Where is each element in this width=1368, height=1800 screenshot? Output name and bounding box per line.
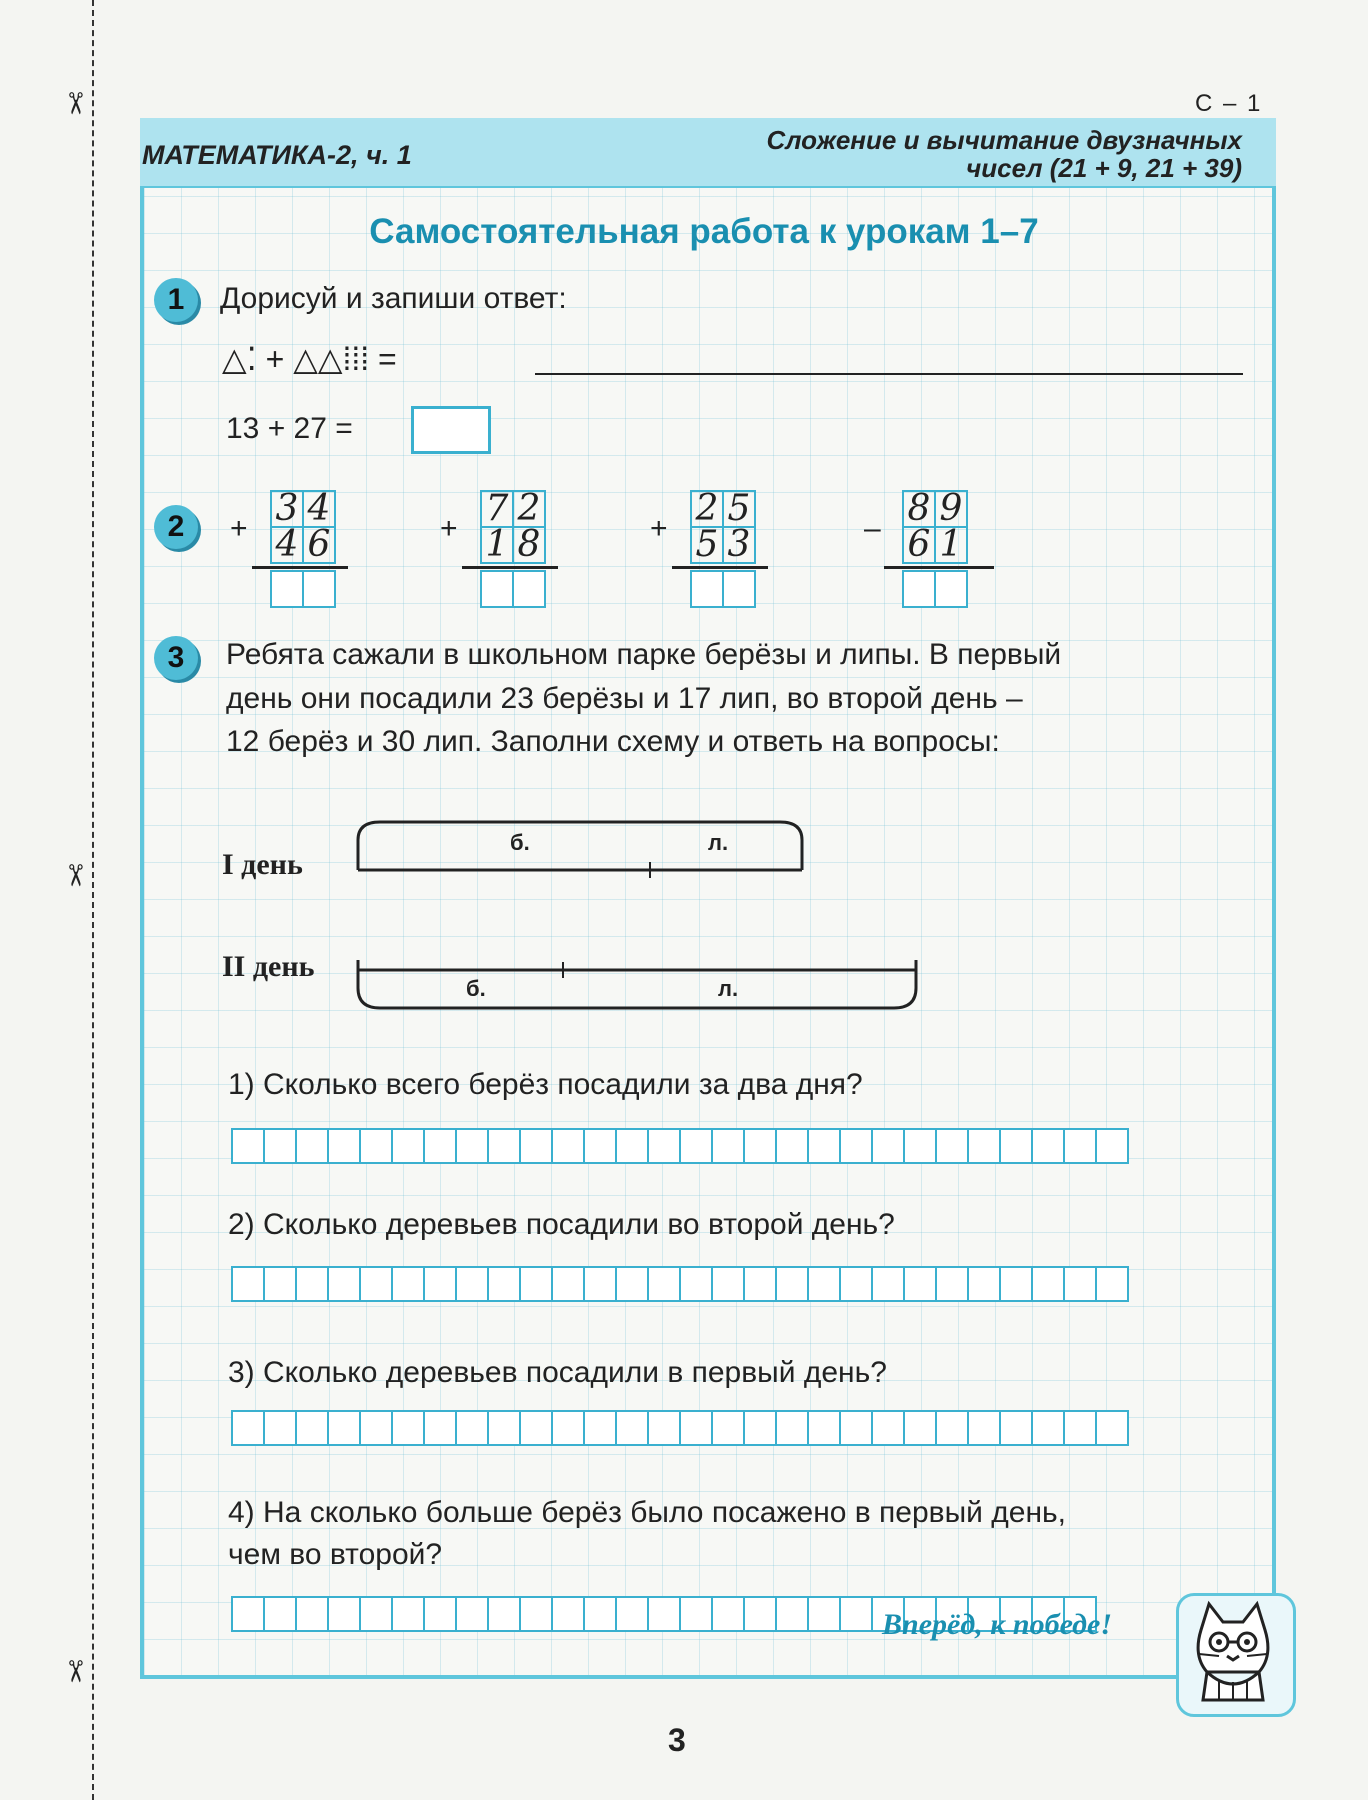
day1-brace bbox=[358, 822, 802, 870]
answer-cell[interactable] bbox=[480, 570, 514, 608]
digit-cell: 3 bbox=[270, 490, 304, 528]
answer-cells-3[interactable] bbox=[233, 1410, 1129, 1446]
footer-slogan: Вперёд, к победе! bbox=[882, 1608, 1113, 1641]
digit-cell: 8 bbox=[512, 526, 546, 564]
task1-instruction: Дорисуй и запиши ответ: bbox=[220, 282, 567, 315]
answer-cell[interactable] bbox=[722, 570, 756, 608]
task-number-2: 2 bbox=[154, 505, 198, 549]
answer-cells-1[interactable] bbox=[233, 1128, 1129, 1164]
task1-answer-line[interactable] bbox=[535, 373, 1243, 375]
digit-cell: 6 bbox=[302, 526, 336, 564]
digit-cell: 2 bbox=[512, 490, 546, 528]
answer-cell[interactable] bbox=[934, 570, 968, 608]
digit-cell: 1 bbox=[934, 526, 968, 564]
day1-birch-label: б. bbox=[510, 830, 530, 855]
task1-equation: 13 + 27 = bbox=[226, 412, 353, 445]
cut-line bbox=[92, 0, 94, 1800]
task-number-3: 3 bbox=[154, 636, 198, 680]
task-number-1: 1 bbox=[154, 278, 198, 322]
task3-scheme bbox=[340, 800, 940, 1030]
topic-heading bbox=[767, 126, 1242, 182]
sheet-code: С – 1 bbox=[1195, 90, 1263, 117]
question-2: 2) Сколько деревьев посадили во второй день? bbox=[228, 1208, 895, 1241]
answer-cells-2[interactable] bbox=[233, 1266, 1129, 1302]
digit-cell: 6 bbox=[902, 526, 936, 564]
digit-cell: 7 bbox=[480, 490, 514, 528]
sum-bar bbox=[462, 566, 558, 569]
question-4-line-2: чем во второй? bbox=[228, 1538, 443, 1571]
cat-mascot-icon bbox=[1176, 1593, 1296, 1717]
day1-label: I день bbox=[222, 848, 303, 881]
digit-cell: 8 bbox=[902, 490, 936, 528]
sum-bar bbox=[252, 566, 348, 569]
question-4-line-1: 4) На сколько больше берёз было посажено в первый день, bbox=[228, 1496, 1066, 1529]
question-1: 1) Сколько всего берёз посадили за два дня? bbox=[228, 1068, 863, 1101]
digit-cell: 3 bbox=[722, 526, 756, 564]
brand-title: МАТЕМАТИКА-2, ч. 1 bbox=[142, 140, 412, 170]
answer-cell[interactable] bbox=[512, 570, 546, 608]
answer-cell[interactable] bbox=[270, 570, 304, 608]
day2-label: II день bbox=[222, 950, 315, 983]
digit-cell: 9 bbox=[934, 490, 968, 528]
task1-answer-box[interactable] bbox=[411, 406, 491, 454]
topic-line-1: Сложение и вычитание двузначных bbox=[766, 125, 1242, 155]
answer-cell[interactable] bbox=[302, 570, 336, 608]
page-number: 3 bbox=[668, 1722, 686, 1758]
page-title: Самостоятельная работа к урокам 1–7 bbox=[369, 212, 1039, 251]
digit-cell: 5 bbox=[722, 490, 756, 528]
digit-cell: 1 bbox=[480, 526, 514, 564]
answer-cell[interactable] bbox=[690, 570, 724, 608]
topic-line-2: чисел (21 + 9, 21 + 39) bbox=[966, 153, 1242, 183]
task3-text-line-1: Ребята сажали в школьном парке берёзы и липы. В первый bbox=[226, 638, 1062, 671]
digit-cell: 4 bbox=[302, 490, 336, 528]
digit-cell: 5 bbox=[690, 526, 724, 564]
day2-birch-label: б. bbox=[466, 976, 486, 1001]
scissors-icon: ✂ bbox=[58, 1658, 92, 1685]
digit-cell: 2 bbox=[690, 490, 724, 528]
operator-sign: + bbox=[650, 512, 668, 545]
sum-bar bbox=[672, 566, 768, 569]
operator-sign: – bbox=[864, 512, 881, 545]
question-3: 3) Сколько деревьев посадили в первый день? bbox=[228, 1356, 887, 1389]
operator-sign: + bbox=[440, 512, 458, 545]
operator-sign: + bbox=[230, 512, 248, 545]
scissors-icon: ✂ bbox=[58, 862, 92, 889]
day2-brace bbox=[358, 960, 916, 1008]
scissors-icon: ✂ bbox=[58, 90, 92, 117]
digit-cell: 4 bbox=[270, 526, 304, 564]
task3-text-line-3: 12 берёз и 30 лип. Заполни схему и ответь на вопросы: bbox=[226, 725, 1000, 758]
day2-linden-label: л. bbox=[718, 976, 739, 1001]
task1-picture-equation: △⁚ + △△⁞⁞⁞ = bbox=[222, 341, 397, 377]
sum-bar bbox=[884, 566, 994, 569]
answer-cell[interactable] bbox=[902, 570, 936, 608]
task3-text-line-2: день они посадили 23 берёзы и 17 лип, во второй день – bbox=[226, 682, 1023, 715]
day1-linden-label: л. bbox=[708, 830, 729, 855]
